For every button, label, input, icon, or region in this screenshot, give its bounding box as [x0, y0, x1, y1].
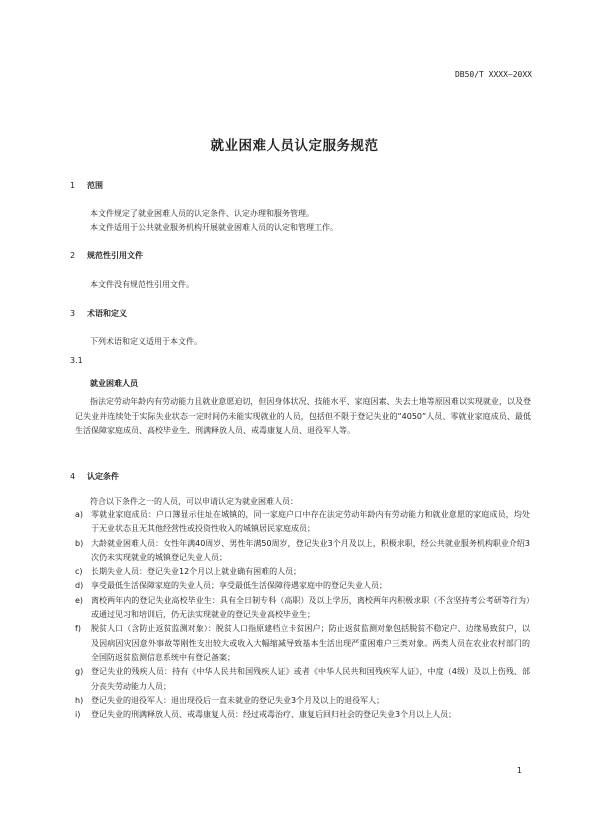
list-text: 零就业家庭成员：户口簿显示住址在城镇的，同一家庭户口中存在法定劳动年龄内有劳动能力和就业意愿的家庭成员，均处于无业状态且无其他经营性或投资性收入的城镇居民家庭成员； — [91, 510, 530, 534]
list-item — [75, 594, 530, 623]
section-3-para-1: 下列术语和定义适用于本文件。 — [90, 337, 202, 346]
section-title: 范围 — [87, 181, 103, 190]
section-title: 规范性引用文件 — [87, 251, 143, 260]
section-number: 1 — [70, 181, 76, 190]
list-marker: d) — [75, 581, 84, 591]
term-definition: 指法定劳动年龄内有劳动能力且就业意愿迫切，但因身体状况、技能水平、家庭因素、失去土地等原因难以实现就业，以及登记失业并连续处于实际失业状态一定时间仍未能实现就业的人员，包括但不限于登记失业的“4050”人员、零就业家庭成员、最低生活保障家庭成员、高校毕业生、刑满释放人员、戒毒康复人员、退役军人等。 — [75, 397, 531, 435]
section-4-intro: 符合以下条件之一的人员，可以申请认定为就业困难人员： — [90, 497, 298, 506]
standard-code: DB50/T XXXX—20XX — [454, 70, 532, 79]
page-number: 1 — [516, 766, 522, 775]
list-text: 登记失业的残疾人员：持有《中华人民共和国残疾人证》或者《中华人民共和国残疾军人证》，中度（4级）及以上伤残、部分丧失劳动能力人员； — [91, 667, 530, 691]
list-item — [75, 565, 530, 579]
list-item — [75, 694, 530, 708]
section-1-heading — [70, 180, 103, 191]
section-number: 4 — [70, 472, 76, 481]
section-title: 术语和定义 — [87, 309, 127, 318]
list-item — [75, 508, 530, 537]
list-marker: c) — [75, 567, 83, 577]
list-item — [75, 622, 530, 665]
section-number: 2 — [70, 251, 76, 260]
section-2-heading — [70, 250, 143, 261]
document-title: 就业困难人员认定服务规范 — [210, 138, 379, 154]
list-marker: e) — [75, 595, 84, 605]
list-item — [75, 708, 530, 722]
list-item — [75, 665, 530, 694]
list-text: 享受最低生活保障家庭的失业人员；享受最低生活保障待遇家庭中的登记失业人员； — [91, 581, 387, 591]
list-text: 脱贫人口（含防止返贫监测对象）：脱贫人口指原建档立卡贫困户；防止返贫监测对象包括脱贫不稳定户、边缘易致贫户，以及因病因灾因意外事故等刚性支出较大或收入大幅缩减导致基本生活出现严重困难户三类对象。两类人员在农业农村部门的全国防返贫监测信息系统中有登记备案； — [91, 624, 530, 662]
section-number: 3 — [70, 309, 76, 318]
list-text: 长期失业人员：登记失业12个月以上就业确有困难的人员； — [91, 567, 302, 577]
list-item — [75, 537, 530, 566]
list-item — [75, 579, 530, 593]
list-marker: f) — [75, 624, 81, 634]
section-3-heading — [70, 308, 127, 319]
section-4-heading — [70, 471, 119, 482]
list-marker: g) — [75, 667, 84, 677]
list-marker: a) — [75, 510, 84, 519]
conditions-list — [75, 508, 530, 722]
section-title: 认定条件 — [87, 472, 119, 481]
section-2-para-1: 本文件没有规范性引用文件。 — [90, 280, 194, 289]
list-marker: b) — [75, 538, 84, 548]
list-marker: i) — [75, 710, 81, 720]
list-text: 离校两年内的登记失业高校毕业生：具有全日制专科（高职）及以上学历，离校两年内积极求职（不含坚持考公考研等行为）或通过见习和培训后，仍无法实现就业的登记失业高校毕业生； — [91, 595, 530, 620]
list-marker: h) — [75, 695, 84, 705]
list-text: 登记失业的退役军人：退出现役后一直未就业的登记失业3个月及以上的退役军人； — [91, 695, 385, 705]
list-text: 登记失业的刑满释放人员、戒毒康复人员：经过戒毒治疗、康复后回归社会的登记失业3个月以上人员； — [91, 710, 457, 720]
section-1-para-2: 本文件适用于公共就业服务机构开展就业困难人员的认定和管理工作。 — [90, 223, 338, 232]
list-text: 大龄就业困难人员：女性年满40周岁、男性年满50周岁，登记失业3个月及以上，积极求职，经公共就业服务机构职业介绍3次仍未实现就业的城镇登记失业人员； — [91, 538, 530, 562]
subsection-number: 3.1 — [70, 356, 83, 365]
term-heading: 就业困难人员 — [90, 379, 138, 388]
section-1-para-1: 本文件规定了就业困难人员的认定条件、认定办理和服务管理。 — [90, 209, 314, 218]
